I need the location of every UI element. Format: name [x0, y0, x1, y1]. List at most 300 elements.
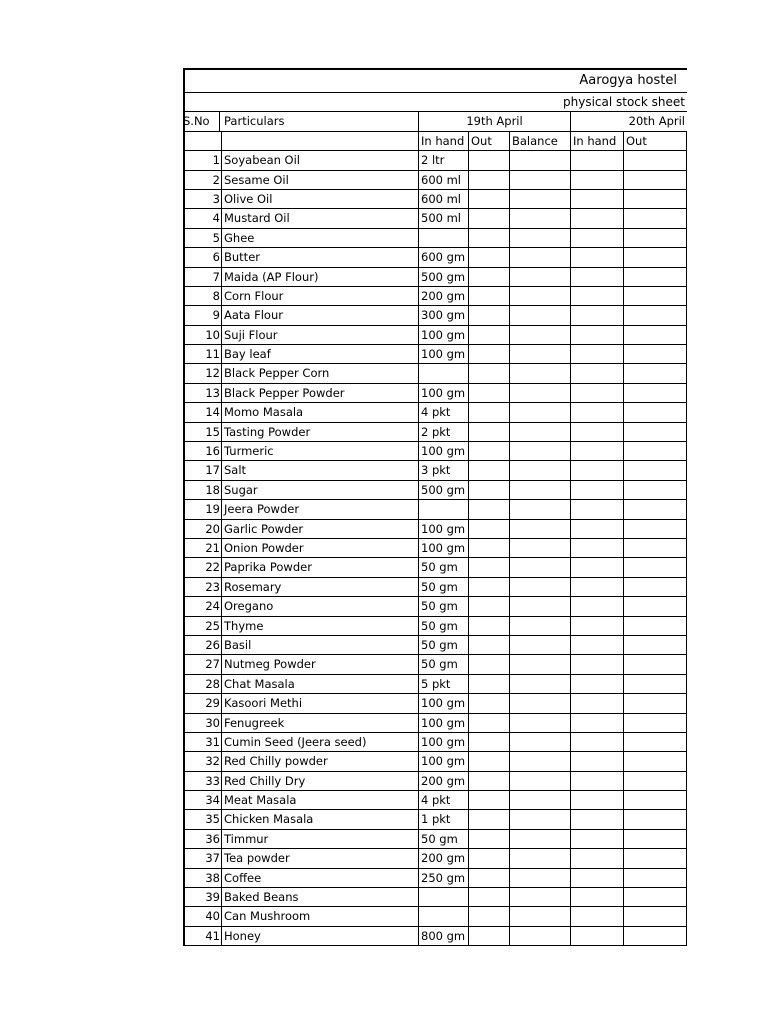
- table-row: [185, 772, 687, 791]
- cell-in-hand-20th: [571, 849, 624, 867]
- cell-particulars: Sesame Oil: [222, 171, 419, 189]
- cell-particulars: Coffee: [222, 869, 419, 887]
- cell-sno: 32: [185, 752, 222, 770]
- cell-sno: 41: [185, 927, 222, 945]
- cell-balance-19th: [510, 326, 571, 344]
- table-row: [185, 151, 687, 170]
- cell-in-hand-20th: [571, 539, 624, 557]
- cell-in-hand-19th: 50 gm: [419, 830, 469, 848]
- cell-in-hand-19th: 500 ml: [419, 209, 469, 227]
- table-row: [185, 927, 687, 946]
- cell-particulars: Tea powder: [222, 849, 419, 867]
- cell-out-20th: [624, 403, 687, 421]
- cell-in-hand-19th: 50 gm: [419, 558, 469, 576]
- table-row: [185, 209, 687, 228]
- cell-balance-19th: [510, 830, 571, 848]
- table-row: [185, 384, 687, 403]
- cell-out-20th: [624, 888, 687, 906]
- cell-out-19th: [469, 384, 510, 402]
- cell-sno: 27: [185, 655, 222, 673]
- cell-sno: 34: [185, 791, 222, 809]
- table-row: [185, 500, 687, 519]
- header-date-20th-april: 20th April: [628, 114, 685, 129]
- table-row: [185, 442, 687, 461]
- cell-out-19th: [469, 927, 510, 945]
- cell-in-hand-20th: [571, 578, 624, 596]
- cell-particulars: Basil: [222, 636, 419, 654]
- cell-out-19th: [469, 714, 510, 732]
- cell-in-hand-20th: [571, 287, 624, 305]
- cell-in-hand-19th: 4 pkt: [419, 791, 469, 809]
- cell-balance-19th: [510, 423, 571, 441]
- cell-particulars: Oregano: [222, 597, 419, 615]
- cell-in-hand-19th: 200 gm: [419, 287, 469, 305]
- cell-out-19th: [469, 597, 510, 615]
- cell-in-hand-20th: [571, 306, 624, 324]
- cell-particulars: Soyabean Oil: [222, 151, 419, 169]
- cell-in-hand-20th: [571, 500, 624, 518]
- cell-sno: 8: [185, 287, 222, 305]
- cell-sno: 3: [185, 190, 222, 208]
- cell-out-20th: [624, 229, 687, 247]
- table-row: [185, 830, 687, 849]
- cell-out-20th: [624, 636, 687, 654]
- cell-particulars: Momo Masala: [222, 403, 419, 421]
- cell-out-19th: [469, 772, 510, 790]
- cell-balance-19th: [510, 907, 571, 925]
- cell-out-20th: [624, 791, 687, 809]
- cell-in-hand-20th: [571, 772, 624, 790]
- cell-out-19th: [469, 558, 510, 576]
- cell-in-hand-19th: 4 pkt: [419, 403, 469, 421]
- cell-sno: 16: [185, 442, 222, 460]
- cell-sno: 18: [185, 481, 222, 499]
- cell-particulars: Timmur: [222, 830, 419, 848]
- cell-out-19th: [469, 306, 510, 324]
- cell-in-hand-20th: [571, 907, 624, 925]
- table-row: [185, 461, 687, 480]
- cell-particulars: Olive Oil: [222, 190, 419, 208]
- cell-balance-19th: [510, 694, 571, 712]
- cell-out-19th: [469, 617, 510, 635]
- cell-particulars: Kasoori Methi: [222, 694, 419, 712]
- cell-in-hand-20th: [571, 190, 624, 208]
- cell-balance-19th: [510, 578, 571, 596]
- cell-sno: 24: [185, 597, 222, 615]
- cell-in-hand-20th: [571, 345, 624, 363]
- cell-out-20th: [624, 655, 687, 673]
- cell-in-hand-19th: 50 gm: [419, 617, 469, 635]
- cell-out-20th: [624, 772, 687, 790]
- cell-out-19th: [469, 171, 510, 189]
- table-body: [185, 151, 687, 946]
- table-row: [185, 403, 687, 422]
- cell-out-19th: [469, 810, 510, 828]
- cell-in-hand-20th: [571, 423, 624, 441]
- cell-out-20th: [624, 364, 687, 382]
- cell-in-hand-19th: 2 ltr: [419, 151, 469, 169]
- cell-in-hand-19th: 50 gm: [419, 597, 469, 615]
- stock-sheet-table: [183, 68, 687, 946]
- cell-in-hand-20th: [571, 442, 624, 460]
- table-row: [185, 597, 687, 616]
- cell-in-hand-19th: 100 gm: [419, 539, 469, 557]
- cell-balance-19th: [510, 869, 571, 887]
- cell-sno: 4: [185, 209, 222, 227]
- cell-in-hand-20th: [571, 636, 624, 654]
- cell-out-19th: [469, 326, 510, 344]
- cell-particulars: Maida (AP Flour): [222, 268, 419, 286]
- cell-particulars: Butter: [222, 248, 419, 266]
- cell-balance-19th: [510, 772, 571, 790]
- header-particulars: Particulars: [222, 112, 419, 130]
- cell-balance-19th: [510, 617, 571, 635]
- cell-in-hand-19th: 100 gm: [419, 345, 469, 363]
- cell-sno: 33: [185, 772, 222, 790]
- cell-out-20th: [624, 384, 687, 402]
- cell-in-hand-19th: 1 pkt: [419, 810, 469, 828]
- cell-sno: 11: [185, 345, 222, 363]
- cell-out-19th: [469, 888, 510, 906]
- cell-particulars: Bay leaf: [222, 345, 419, 363]
- table-row: [185, 791, 687, 810]
- cell-sno: 36: [185, 830, 222, 848]
- cell-sno: 37: [185, 849, 222, 867]
- cell-in-hand-19th: 50 gm: [419, 636, 469, 654]
- cell-out-20th: [624, 907, 687, 925]
- cell-out-19th: [469, 791, 510, 809]
- cell-particulars: Corn Flour: [222, 287, 419, 305]
- cell-particulars: Baked Beans: [222, 888, 419, 906]
- cell-particulars: Black Pepper Powder: [222, 384, 419, 402]
- cell-balance-19th: [510, 345, 571, 363]
- cell-in-hand-20th: [571, 326, 624, 344]
- header-row-dates: [185, 112, 687, 131]
- cell-in-hand-20th: [571, 403, 624, 421]
- cell-sno: 14: [185, 403, 222, 421]
- cell-out-20th: [624, 752, 687, 770]
- cell-balance-19th: [510, 733, 571, 751]
- cell-out-20th: [624, 287, 687, 305]
- table-row: [185, 326, 687, 345]
- table-row: [185, 733, 687, 752]
- cell-sno: 15: [185, 423, 222, 441]
- cell-balance-19th: [510, 268, 571, 286]
- cell-out-20th: [624, 151, 687, 169]
- header-particulars-blank: [222, 132, 419, 150]
- cell-in-hand-20th: [571, 714, 624, 732]
- table-row: [185, 481, 687, 500]
- cell-balance-19th: [510, 791, 571, 809]
- cell-particulars: Onion Powder: [222, 539, 419, 557]
- cell-out-19th: [469, 578, 510, 596]
- cell-out-19th: [469, 229, 510, 247]
- cell-in-hand-20th: [571, 171, 624, 189]
- cell-out-19th: [469, 830, 510, 848]
- cell-out-19th: [469, 675, 510, 693]
- cell-in-hand-19th: 5 pkt: [419, 675, 469, 693]
- cell-balance-19th: [510, 849, 571, 867]
- cell-out-19th: [469, 209, 510, 227]
- cell-in-hand-20th: [571, 461, 624, 479]
- cell-particulars: Jeera Powder: [222, 500, 419, 518]
- cell-out-20th: [624, 423, 687, 441]
- cell-out-19th: [469, 248, 510, 266]
- cell-particulars: Tasting Powder: [222, 423, 419, 441]
- cell-sno: 29: [185, 694, 222, 712]
- cell-balance-19th: [510, 306, 571, 324]
- table-row: [185, 306, 687, 325]
- cell-out-20th: [624, 520, 687, 538]
- cell-in-hand-20th: [571, 752, 624, 770]
- cell-out-20th: [624, 539, 687, 557]
- cell-particulars: Suji Flour: [222, 326, 419, 344]
- cell-in-hand-19th: 2 pkt: [419, 423, 469, 441]
- cell-out-19th: [469, 752, 510, 770]
- cell-sno: 28: [185, 675, 222, 693]
- cell-in-hand-20th: [571, 791, 624, 809]
- sheet-title: Aarogya hostel: [579, 73, 677, 88]
- cell-balance-19th: [510, 500, 571, 518]
- cell-out-19th: [469, 520, 510, 538]
- cell-out-20th: [624, 558, 687, 576]
- cell-balance-19th: [510, 810, 571, 828]
- cell-sno: 9: [185, 306, 222, 324]
- table-row: [185, 268, 687, 287]
- cell-balance-19th: [510, 209, 571, 227]
- cell-in-hand-19th: 100 gm: [419, 326, 469, 344]
- cell-out-19th: [469, 403, 510, 421]
- cell-in-hand-20th: [571, 268, 624, 286]
- cell-balance-19th: [510, 287, 571, 305]
- cell-in-hand-20th: [571, 597, 624, 615]
- cell-particulars: Black Pepper Corn: [222, 364, 419, 382]
- cell-sno: 35: [185, 810, 222, 828]
- cell-in-hand-19th: [419, 500, 469, 518]
- cell-in-hand-20th: [571, 810, 624, 828]
- cell-particulars: Paprika Powder: [222, 558, 419, 576]
- cell-out-20th: [624, 481, 687, 499]
- cell-balance-19th: [510, 752, 571, 770]
- table-row: [185, 578, 687, 597]
- cell-out-19th: [469, 481, 510, 499]
- cell-balance-19th: [510, 442, 571, 460]
- cell-in-hand-20th: [571, 694, 624, 712]
- cell-in-hand-19th: 200 gm: [419, 849, 469, 867]
- cell-particulars: Chat Masala: [222, 675, 419, 693]
- cell-in-hand-19th: 100 gm: [419, 733, 469, 751]
- cell-sno: 13: [185, 384, 222, 402]
- cell-in-hand-20th: [571, 830, 624, 848]
- cell-sno: 7: [185, 268, 222, 286]
- cell-balance-19th: [510, 151, 571, 169]
- cell-particulars: Aata Flour: [222, 306, 419, 324]
- table-row: [185, 810, 687, 829]
- cell-particulars: Red Chilly Dry: [222, 772, 419, 790]
- table-row: [185, 752, 687, 771]
- header-sno-blank: [185, 132, 222, 150]
- cell-particulars: Sugar: [222, 481, 419, 499]
- cell-out-19th: [469, 500, 510, 518]
- cell-sno: 20: [185, 520, 222, 538]
- cell-in-hand-20th: [571, 869, 624, 887]
- cell-out-19th: [469, 539, 510, 557]
- table-row: [185, 675, 687, 694]
- table-row: [185, 636, 687, 655]
- cell-balance-19th: [510, 539, 571, 557]
- cell-in-hand-20th: [571, 229, 624, 247]
- table-row: [185, 869, 687, 888]
- cell-in-hand-19th: 600 gm: [419, 248, 469, 266]
- cell-particulars: Cumin Seed (Jeera seed): [222, 733, 419, 751]
- cell-out-19th: [469, 287, 510, 305]
- cell-balance-19th: [510, 403, 571, 421]
- cell-out-19th: [469, 636, 510, 654]
- cell-out-19th: [469, 461, 510, 479]
- cell-particulars: Meat Masala: [222, 791, 419, 809]
- cell-particulars: Garlic Powder: [222, 520, 419, 538]
- cell-out-20th: [624, 171, 687, 189]
- cell-in-hand-20th: [571, 520, 624, 538]
- cell-out-19th: [469, 190, 510, 208]
- cell-sno: 39: [185, 888, 222, 906]
- table-row: [185, 190, 687, 209]
- cell-balance-19th: [510, 461, 571, 479]
- cell-in-hand-20th: [571, 927, 624, 945]
- table-row: [185, 364, 687, 383]
- table-row: [185, 907, 687, 926]
- cell-out-19th: [469, 907, 510, 925]
- cell-out-19th: [469, 345, 510, 363]
- cell-sno: 2: [185, 171, 222, 189]
- cell-sno: 12: [185, 364, 222, 382]
- cell-balance-19th: [510, 927, 571, 945]
- cell-out-20th: [624, 714, 687, 732]
- header-out-1: Out: [469, 132, 510, 150]
- table-row: [185, 248, 687, 267]
- header-row-columns: [185, 132, 687, 151]
- cell-out-20th: [624, 500, 687, 518]
- cell-out-19th: [469, 655, 510, 673]
- cell-in-hand-20th: [571, 888, 624, 906]
- table-row: [185, 171, 687, 190]
- cell-particulars: Red Chilly powder: [222, 752, 419, 770]
- cell-out-20th: [624, 675, 687, 693]
- cell-sno: 30: [185, 714, 222, 732]
- cell-particulars: Mustard Oil: [222, 209, 419, 227]
- cell-particulars: Chicken Masala: [222, 810, 419, 828]
- cell-out-20th: [624, 849, 687, 867]
- cell-out-20th: [624, 442, 687, 460]
- cell-in-hand-19th: 600 ml: [419, 190, 469, 208]
- cell-out-20th: [624, 733, 687, 751]
- cell-in-hand-19th: [419, 888, 469, 906]
- table-row: [185, 539, 687, 558]
- cell-particulars: Can Mushroom: [222, 907, 419, 925]
- cell-out-20th: [624, 927, 687, 945]
- cell-balance-19th: [510, 229, 571, 247]
- cell-particulars: Salt: [222, 461, 419, 479]
- cell-out-19th: [469, 268, 510, 286]
- cell-out-20th: [624, 461, 687, 479]
- cell-sno: 6: [185, 248, 222, 266]
- cell-in-hand-19th: 100 gm: [419, 694, 469, 712]
- cell-in-hand-19th: 100 gm: [419, 384, 469, 402]
- cell-in-hand-19th: 100 gm: [419, 752, 469, 770]
- cell-in-hand-19th: 100 gm: [419, 714, 469, 732]
- header-in-hand-1: In hand: [419, 132, 469, 150]
- cell-out-19th: [469, 364, 510, 382]
- cell-out-20th: [624, 190, 687, 208]
- cell-sno: 26: [185, 636, 222, 654]
- table-row: [185, 888, 687, 907]
- cell-particulars: Ghee: [222, 229, 419, 247]
- header-sno: S.No: [183, 112, 220, 130]
- cell-sno: 31: [185, 733, 222, 751]
- cell-sno: 17: [185, 461, 222, 479]
- cell-out-20th: [624, 326, 687, 344]
- cell-in-hand-20th: [571, 209, 624, 227]
- cell-out-20th: [624, 578, 687, 596]
- cell-out-19th: [469, 869, 510, 887]
- header-balance-1: Balance: [510, 132, 571, 150]
- cell-out-19th: [469, 694, 510, 712]
- cell-sno: 38: [185, 869, 222, 887]
- table-row: [185, 617, 687, 636]
- cell-sno: 22: [185, 558, 222, 576]
- cell-sno: 5: [185, 229, 222, 247]
- cell-sno: 25: [185, 617, 222, 635]
- cell-in-hand-20th: [571, 558, 624, 576]
- cell-in-hand-19th: 100 gm: [419, 520, 469, 538]
- cell-in-hand-20th: [571, 151, 624, 169]
- cell-out-20th: [624, 869, 687, 887]
- cell-out-20th: [624, 810, 687, 828]
- cell-out-20th: [624, 209, 687, 227]
- cell-particulars: Rosemary: [222, 578, 419, 596]
- cell-in-hand-19th: [419, 229, 469, 247]
- table-row: [185, 714, 687, 733]
- cell-out-19th: [469, 423, 510, 441]
- cell-particulars: Turmeric: [222, 442, 419, 460]
- cell-in-hand-19th: 600 ml: [419, 171, 469, 189]
- cell-balance-19th: [510, 481, 571, 499]
- cell-in-hand-20th: [571, 481, 624, 499]
- cell-out-20th: [624, 830, 687, 848]
- cell-in-hand-19th: 300 gm: [419, 306, 469, 324]
- header-out-2: Out: [624, 132, 687, 150]
- cell-in-hand-20th: [571, 617, 624, 635]
- cell-out-19th: [469, 442, 510, 460]
- table-row: [185, 849, 687, 868]
- cell-sno: 40: [185, 907, 222, 925]
- cell-balance-19th: [510, 675, 571, 693]
- cell-particulars: Thyme: [222, 617, 419, 635]
- table-row: [185, 520, 687, 539]
- cell-in-hand-19th: 50 gm: [419, 578, 469, 596]
- cell-balance-19th: [510, 558, 571, 576]
- cell-sno: 23: [185, 578, 222, 596]
- cell-in-hand-20th: [571, 248, 624, 266]
- table-row: [185, 655, 687, 674]
- cell-balance-19th: [510, 597, 571, 615]
- table-row: [185, 558, 687, 577]
- cell-in-hand-19th: 200 gm: [419, 772, 469, 790]
- cell-out-20th: [624, 345, 687, 363]
- cell-in-hand-19th: 250 gm: [419, 869, 469, 887]
- cell-in-hand-20th: [571, 655, 624, 673]
- cell-particulars: Honey: [222, 927, 419, 945]
